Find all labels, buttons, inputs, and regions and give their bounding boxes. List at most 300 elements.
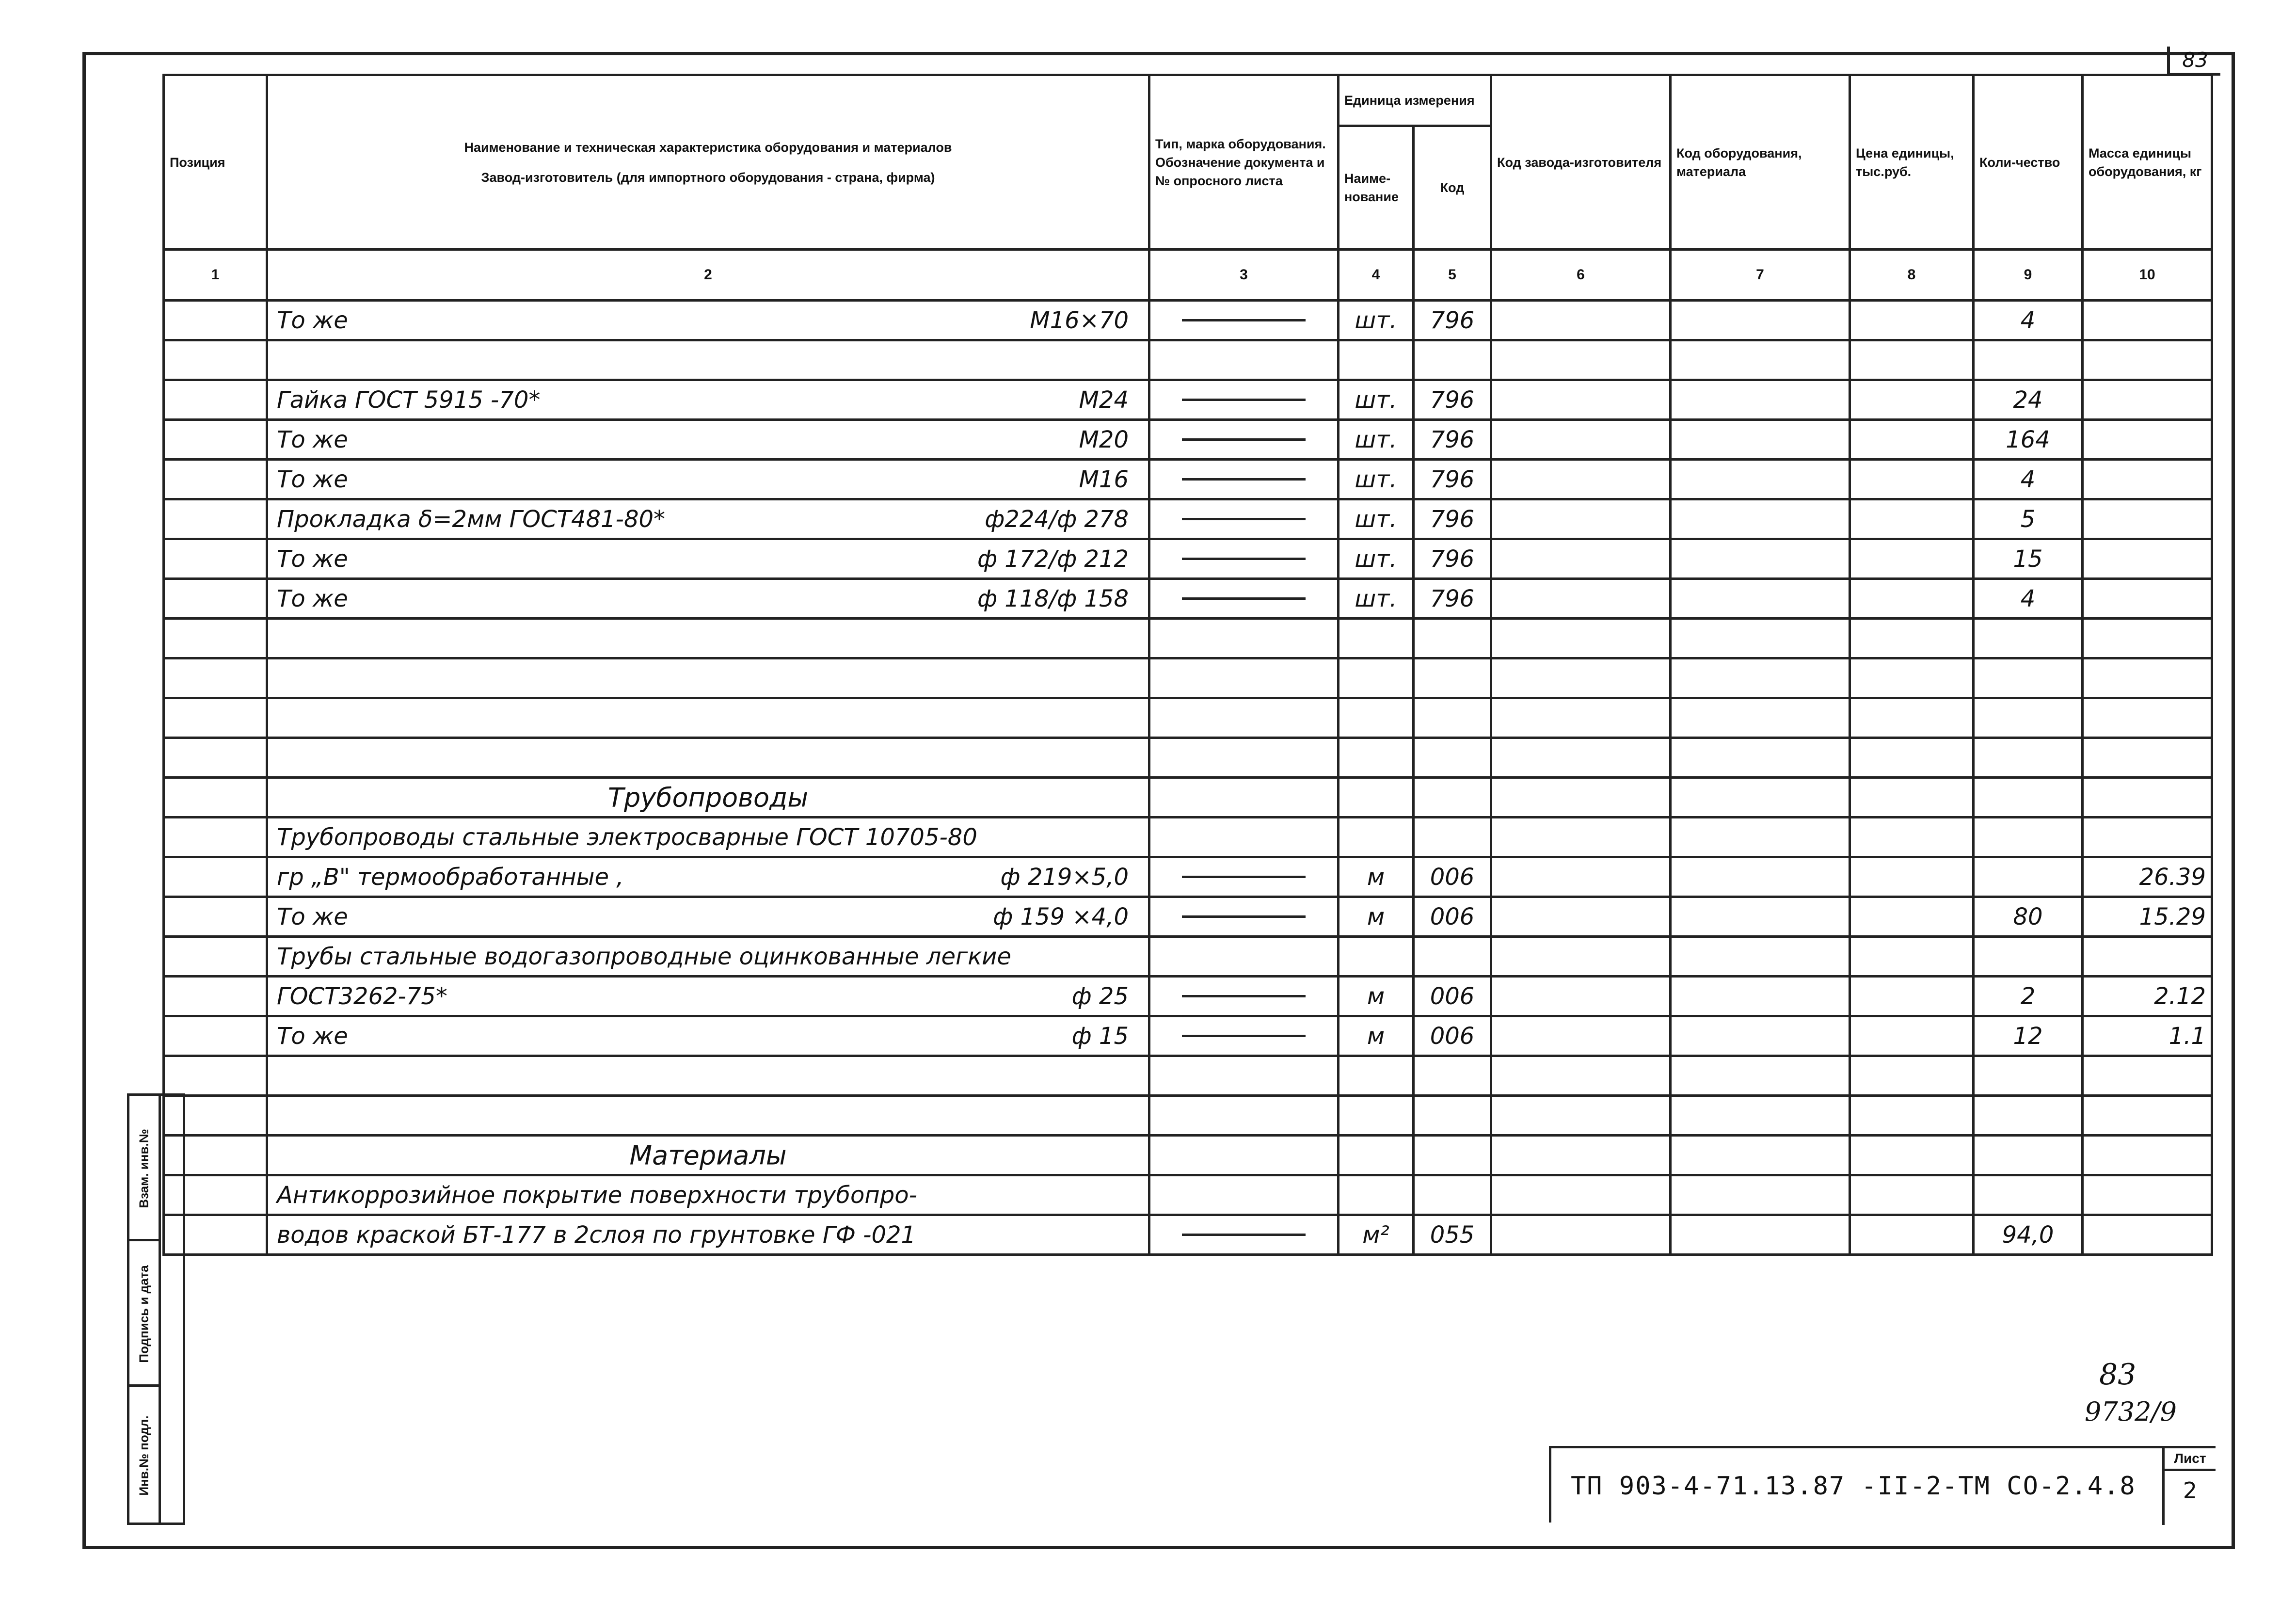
item-name: водов краской БТ-177 в 2слоя по грунтовке ГФ -021 (277, 1221, 916, 1249)
dash-mark (1182, 399, 1306, 401)
cell-maker-code (1491, 778, 1671, 818)
cell-mass: 1.1 (2083, 1016, 2212, 1056)
table-row (164, 1096, 2212, 1136)
header-unit-name: Наиме-нование (1339, 126, 1414, 250)
cell-price (1850, 1136, 1974, 1175)
cell-equip-code (1671, 1215, 1850, 1255)
cell-name (267, 658, 1149, 698)
cell-maker-code (1491, 579, 1671, 619)
cell-mass (2083, 619, 2212, 658)
table-row (164, 1175, 2212, 1215)
cell-price (1850, 1175, 1974, 1215)
column-number: 9 (1974, 250, 2083, 301)
cell-type (1149, 420, 1339, 460)
column-number: 1 (164, 250, 267, 301)
cell-name (267, 420, 1149, 460)
cell-equip-code (1671, 658, 1850, 698)
table-row (164, 818, 2212, 857)
item-size: М24 (1079, 386, 1129, 414)
cell-position (164, 658, 267, 698)
header-unit-code: Код (1414, 126, 1491, 250)
cell-position (164, 499, 267, 539)
side-stamp-signature: Подпись и дата (136, 1265, 151, 1363)
table-row (164, 937, 2212, 977)
cell-name (267, 738, 1149, 778)
cell-maker-code (1491, 420, 1671, 460)
cell-maker-code (1491, 937, 1671, 977)
cell-position (164, 698, 267, 738)
table-row (164, 579, 2212, 619)
dash-mark (1182, 1234, 1306, 1236)
cell-price (1850, 698, 1974, 738)
cell-mass (2083, 778, 2212, 818)
cell-maker-code (1491, 460, 1671, 499)
column-number: 4 (1339, 250, 1414, 301)
header-price: Цена единицы, тыс.руб. (1850, 75, 1974, 250)
cell-unit: шт. (1339, 460, 1414, 499)
dash-mark (1182, 478, 1306, 481)
cell-name (267, 778, 1149, 818)
cell-type (1149, 460, 1339, 499)
cell-unit (1339, 340, 1414, 380)
cell-position (164, 818, 267, 857)
cell-unit (1339, 619, 1414, 658)
cell-unit (1339, 1096, 1414, 1136)
cell-price (1850, 897, 1974, 937)
table-row (164, 857, 2212, 897)
cell-qty (1974, 818, 2083, 857)
cell-mass (2083, 1175, 2212, 1215)
cell-equip-code (1671, 937, 1850, 977)
cell-mass (2083, 460, 2212, 499)
cell-maker-code (1491, 977, 1671, 1016)
cell-mass (2083, 698, 2212, 738)
cell-name (267, 818, 1149, 857)
table-row (164, 658, 2212, 698)
cell-unit-code: 006 (1414, 1016, 1491, 1056)
cell-position (164, 460, 267, 499)
cell-type (1149, 658, 1339, 698)
cell-unit: м (1339, 897, 1414, 937)
item-name: То же (277, 903, 348, 930)
cell-equip-code (1671, 977, 1850, 1016)
cell-position (164, 539, 267, 579)
cell-qty: 24 (1974, 380, 2083, 420)
cell-price (1850, 619, 1974, 658)
cell-equip-code (1671, 1175, 1850, 1215)
cell-price (1850, 420, 1974, 460)
cell-maker-code (1491, 897, 1671, 937)
cell-price (1850, 738, 1974, 778)
cell-mass (2083, 818, 2212, 857)
cell-unit: м² (1339, 1215, 1414, 1255)
cell-price (1850, 1215, 1974, 1255)
column-number: 8 (1850, 250, 1974, 301)
dash-mark (1182, 558, 1306, 560)
cell-equip-code (1671, 380, 1850, 420)
cell-price (1850, 380, 1974, 420)
table-row (164, 380, 2212, 420)
cell-qty: 94,0 (1974, 1215, 2083, 1255)
cell-unit: шт. (1339, 539, 1414, 579)
cell-unit-code: 796 (1414, 301, 1491, 340)
dash-mark (1182, 1035, 1306, 1037)
cell-name (267, 1016, 1149, 1056)
item-name: То же (277, 426, 348, 453)
cell-type (1149, 579, 1339, 619)
cell-position (164, 420, 267, 460)
cell-name (267, 619, 1149, 658)
cell-unit (1339, 658, 1414, 698)
cell-type (1149, 539, 1339, 579)
cell-name (267, 380, 1149, 420)
cell-qty (1974, 857, 2083, 897)
cell-equip-code (1671, 1016, 1850, 1056)
cell-name (267, 1096, 1149, 1136)
column-number: 7 (1671, 250, 1850, 301)
dash-mark (1182, 876, 1306, 878)
table-row (164, 698, 2212, 738)
cell-equip-code (1671, 897, 1850, 937)
cell-maker-code (1491, 818, 1671, 857)
cell-unit-code (1414, 778, 1491, 818)
cell-unit (1339, 1175, 1414, 1215)
cell-unit-code: 006 (1414, 857, 1491, 897)
cell-mass (2083, 499, 2212, 539)
cell-qty (1974, 738, 2083, 778)
cell-unit: шт. (1339, 380, 1414, 420)
cell-unit: м (1339, 1016, 1414, 1056)
cell-position (164, 1016, 267, 1056)
table-row (164, 499, 2212, 539)
cell-maker-code (1491, 1215, 1671, 1255)
cell-price (1850, 301, 1974, 340)
cell-type (1149, 1056, 1339, 1096)
cell-type (1149, 857, 1339, 897)
cell-position (164, 579, 267, 619)
cell-type (1149, 619, 1339, 658)
cell-price (1850, 778, 1974, 818)
cell-name (267, 1136, 1149, 1175)
cell-name (267, 340, 1149, 380)
table-row (164, 1056, 2212, 1096)
cell-qty (1974, 340, 2083, 380)
column-number-row (164, 250, 2212, 301)
cell-mass (2083, 301, 2212, 340)
cell-type (1149, 340, 1339, 380)
cell-price (1850, 460, 1974, 499)
cell-maker-code (1491, 380, 1671, 420)
cell-price (1850, 579, 1974, 619)
sheet-box (2162, 1448, 2216, 1525)
cell-unit (1339, 1136, 1414, 1175)
table-row (164, 977, 2212, 1016)
item-name: То же (277, 585, 348, 612)
cell-unit-code (1414, 818, 1491, 857)
cell-qty: 80 (1974, 897, 2083, 937)
cell-maker-code (1491, 738, 1671, 778)
cell-qty (1974, 1175, 2083, 1215)
cell-unit-code (1414, 698, 1491, 738)
item-size: М16 (1079, 465, 1129, 493)
cell-name (267, 301, 1149, 340)
cell-equip-code (1671, 1096, 1850, 1136)
cell-unit-code (1414, 738, 1491, 778)
item-name: Трубы стальные водогазопроводные оцинкованные легкие (277, 943, 1011, 970)
table-row (164, 778, 2212, 818)
cell-qty: 4 (1974, 460, 2083, 499)
cell-position (164, 778, 267, 818)
cell-qty (1974, 778, 2083, 818)
item-name: Антикоррозийное покрытие поверхности трубопро- (277, 1181, 917, 1209)
cell-unit-code: 796 (1414, 380, 1491, 420)
cell-type (1149, 1175, 1339, 1215)
cell-equip-code (1671, 1136, 1850, 1175)
header-maker-code: Код завода-изготовителя (1491, 75, 1671, 250)
cell-equip-code (1671, 857, 1850, 897)
item-name: Прокладка δ=2мм ГОСТ481-80* (277, 505, 666, 533)
dash-mark (1182, 995, 1306, 997)
cell-unit-code (1414, 340, 1491, 380)
cell-name (267, 897, 1149, 937)
cell-equip-code (1671, 818, 1850, 857)
table-row (164, 1136, 2212, 1175)
cell-name (267, 579, 1149, 619)
side-stamp-replacement: Взам. инв.№ (136, 1129, 151, 1208)
specification-body (164, 301, 2212, 1255)
dash-mark (1182, 597, 1306, 600)
cell-unit-code: 796 (1414, 420, 1491, 460)
cell-position (164, 937, 267, 977)
item-size: ф 25 (1071, 982, 1129, 1010)
cell-unit (1339, 738, 1414, 778)
dash-mark (1182, 915, 1306, 918)
cell-type (1149, 301, 1339, 340)
header-type: Тип, марка оборудования. Обозначение документа и № опросного листа (1149, 75, 1339, 250)
item-name: То же (277, 545, 348, 573)
cell-unit: м (1339, 857, 1414, 897)
header-name (267, 75, 1149, 250)
cell-position (164, 619, 267, 658)
cell-mass (2083, 420, 2212, 460)
cell-position (164, 857, 267, 897)
cell-equip-code (1671, 340, 1850, 380)
cell-type (1149, 499, 1339, 539)
cell-unit-code: 796 (1414, 539, 1491, 579)
header-row (164, 75, 2212, 126)
column-number: 2 (267, 250, 1149, 301)
cell-unit (1339, 818, 1414, 857)
table-row (164, 1016, 2212, 1056)
cell-type (1149, 738, 1339, 778)
cell-position (164, 340, 267, 380)
item-size: ф 159 ×4,0 (993, 903, 1129, 930)
document-code: ТП 903-4-71.13.87 -II-2-ТМ СО-2.4.8 (1571, 1472, 2136, 1501)
cell-unit: шт. (1339, 420, 1414, 460)
cell-price (1850, 937, 1974, 977)
header-qty: Коли-чество (1974, 75, 2083, 250)
cell-mass (2083, 579, 2212, 619)
cell-qty (1974, 619, 2083, 658)
table-row (164, 738, 2212, 778)
cell-unit: шт. (1339, 499, 1414, 539)
cell-price (1850, 1016, 1974, 1056)
cell-price (1850, 818, 1974, 857)
cell-type (1149, 1136, 1339, 1175)
cell-maker-code (1491, 539, 1671, 579)
cell-position (164, 738, 267, 778)
table-row (164, 619, 2212, 658)
cell-maker-code (1491, 1016, 1671, 1056)
header-name-line2: Завод-изготовитель (для импортного оборудования - страна, фирма) (481, 170, 935, 185)
cell-equip-code (1671, 499, 1850, 539)
corner-sheet-number: 83 (2167, 47, 2220, 76)
cell-equip-code (1671, 539, 1850, 579)
item-name: ГОСТ3262-75* (277, 982, 447, 1010)
table-row (164, 340, 2212, 380)
cell-maker-code (1491, 698, 1671, 738)
dash-mark (1182, 319, 1306, 321)
cell-mass: 2.12 (2083, 977, 2212, 1016)
cell-unit (1339, 698, 1414, 738)
cell-unit: шт. (1339, 301, 1414, 340)
item-size: ф224/ф 278 (985, 505, 1129, 533)
cell-type (1149, 897, 1339, 937)
cell-qty: 4 (1974, 579, 2083, 619)
cell-unit-code (1414, 1175, 1491, 1215)
cell-maker-code (1491, 1096, 1671, 1136)
cell-qty: 164 (1974, 420, 2083, 460)
header-unit-group: Единица измерения (1339, 75, 1491, 126)
column-number: 6 (1491, 250, 1671, 301)
dash-mark (1182, 438, 1306, 441)
cell-name (267, 539, 1149, 579)
cell-unit-code (1414, 658, 1491, 698)
cell-price (1850, 977, 1974, 1016)
cell-name (267, 499, 1149, 539)
header-position: Позиция (164, 75, 267, 250)
cell-name (267, 1175, 1149, 1215)
cell-equip-code (1671, 420, 1850, 460)
header-equip-code: Код оборудования, материала (1671, 75, 1850, 250)
cell-qty (1974, 1096, 2083, 1136)
cell-price (1850, 499, 1974, 539)
side-stamp-divider (159, 1096, 161, 1523)
table-row (164, 539, 2212, 579)
item-size: ф 219×5,0 (1000, 863, 1129, 891)
side-stamp-inventory: Инв.№ подл. (136, 1415, 151, 1496)
cell-qty (1974, 1056, 2083, 1096)
cell-mass (2083, 658, 2212, 698)
cell-maker-code (1491, 301, 1671, 340)
cell-unit-code: 055 (1414, 1215, 1491, 1255)
table-row (164, 1215, 2212, 1255)
cell-name (267, 1056, 1149, 1096)
cell-type (1149, 778, 1339, 818)
item-name: То же (277, 1022, 348, 1050)
cell-maker-code (1491, 1175, 1671, 1215)
item-name: То же (277, 306, 348, 334)
cell-equip-code (1671, 619, 1850, 658)
cell-maker-code (1491, 658, 1671, 698)
cell-qty: 12 (1974, 1016, 2083, 1056)
cell-position (164, 897, 267, 937)
cell-mass (2083, 1136, 2212, 1175)
cell-mass: 15.29 (2083, 897, 2212, 937)
cell-type (1149, 937, 1339, 977)
cell-price (1850, 1096, 1974, 1136)
cell-qty (1974, 658, 2083, 698)
cell-unit-code (1414, 1056, 1491, 1096)
item-name: Гайка ГОСТ 5915 -70* (277, 386, 541, 414)
cell-mass: 26.39 (2083, 857, 2212, 897)
cell-name (267, 937, 1149, 977)
side-stamp-cell (129, 1241, 159, 1387)
cell-price (1850, 1056, 1974, 1096)
cell-price (1850, 539, 1974, 579)
cell-equip-code (1671, 579, 1850, 619)
cell-type (1149, 1096, 1339, 1136)
hand-note-code: 9732/9 (2085, 1396, 2177, 1427)
table-row (164, 897, 2212, 937)
cell-equip-code (1671, 301, 1850, 340)
column-number: 5 (1414, 250, 1491, 301)
item-name: Трубопроводы (607, 782, 808, 813)
cell-unit (1339, 1056, 1414, 1096)
header-mass: Масса единицы оборудования, кг (2083, 75, 2212, 250)
item-size: М20 (1079, 426, 1129, 453)
item-size: ф 15 (1071, 1022, 1129, 1050)
cell-name (267, 460, 1149, 499)
column-number: 10 (2083, 250, 2212, 301)
cell-unit-code (1414, 619, 1491, 658)
cell-position (164, 1056, 267, 1096)
cell-maker-code (1491, 499, 1671, 539)
cell-price (1850, 340, 1974, 380)
cell-mass (2083, 380, 2212, 420)
item-size: ф 118/ф 158 (977, 585, 1129, 612)
cell-mass (2083, 1096, 2212, 1136)
cell-price (1850, 857, 1974, 897)
item-size: ф 172/ф 212 (977, 545, 1129, 573)
side-stamp-cell (129, 1387, 159, 1525)
cell-maker-code (1491, 1136, 1671, 1175)
cell-unit: шт. (1339, 579, 1414, 619)
cell-unit (1339, 937, 1414, 977)
cell-name (267, 1215, 1149, 1255)
cell-maker-code (1491, 340, 1671, 380)
cell-maker-code (1491, 1056, 1671, 1096)
item-name: Материалы (629, 1140, 787, 1170)
cell-price (1850, 658, 1974, 698)
cell-type (1149, 818, 1339, 857)
column-number: 3 (1149, 250, 1339, 301)
cell-qty: 5 (1974, 499, 2083, 539)
cell-qty (1974, 1136, 2083, 1175)
side-stamp-cell (129, 1096, 159, 1241)
cell-qty (1974, 698, 2083, 738)
title-block (1549, 1446, 2216, 1523)
cell-name (267, 857, 1149, 897)
cell-unit: м (1339, 977, 1414, 1016)
cell-type (1149, 380, 1339, 420)
cell-equip-code (1671, 778, 1850, 818)
cell-equip-code (1671, 460, 1850, 499)
cell-type (1149, 977, 1339, 1016)
cell-unit-code: 006 (1414, 897, 1491, 937)
specification-table (162, 74, 2213, 1256)
cell-position (164, 977, 267, 1016)
